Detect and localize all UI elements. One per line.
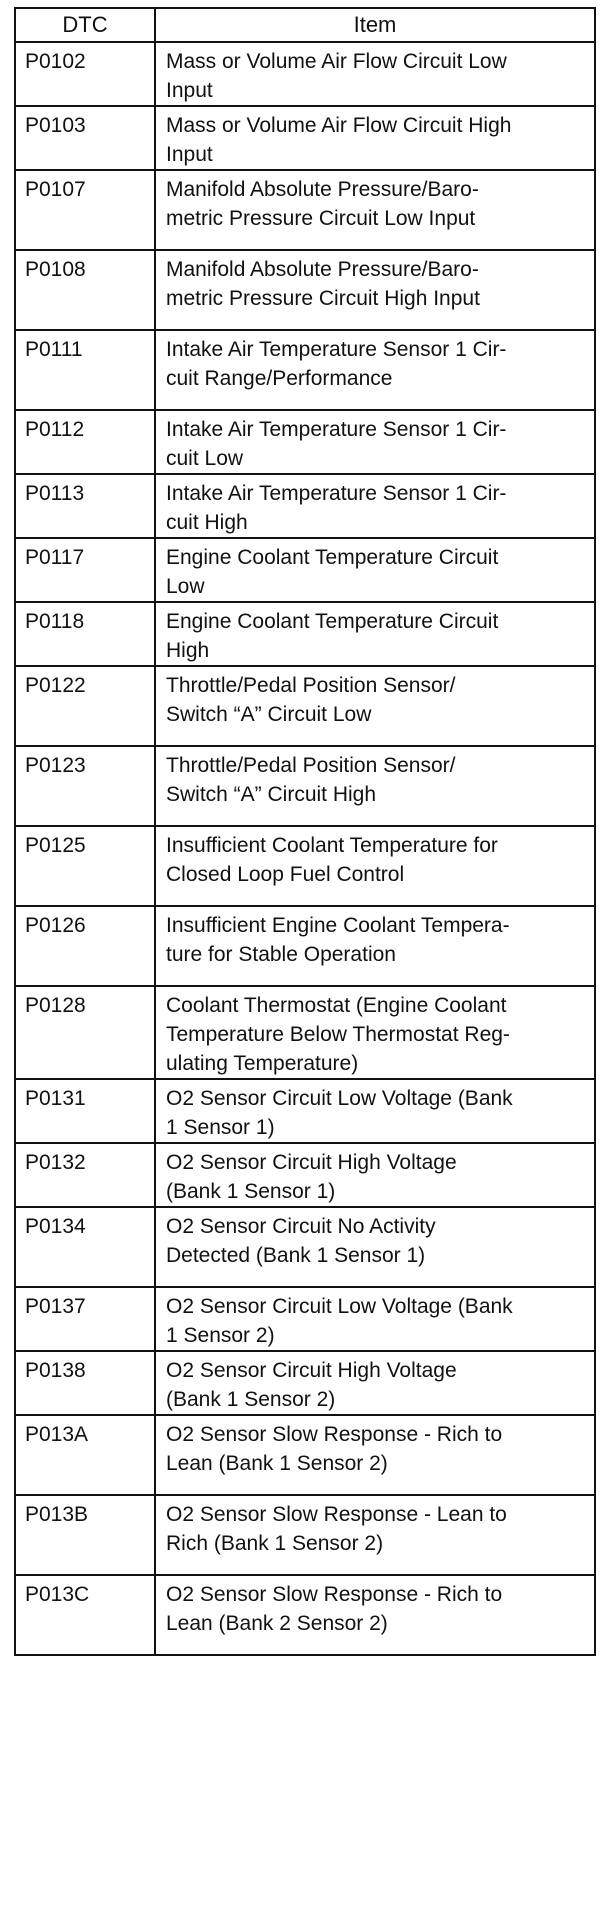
table-row (15, 42, 595, 106)
item-cell (155, 906, 595, 986)
table-row (15, 1351, 595, 1415)
dtc-code-cell (15, 1207, 155, 1287)
table-row (15, 1207, 595, 1287)
item-cell (155, 474, 595, 538)
dtc-code-cell (15, 106, 155, 170)
item-cell (155, 106, 595, 170)
dtc-description: Throttle/Pedal Position Sensor/ Switch “A” Circuit High (166, 754, 456, 806)
dtc-description: O2 Sensor Circuit High Voltage (Bank 1 Sensor 1) (166, 1151, 457, 1203)
item-cell (155, 1575, 595, 1655)
item-cell (155, 538, 595, 602)
dtc-code: P0131 (25, 1087, 86, 1110)
dtc-code: P0128 (25, 994, 86, 1017)
table-row (15, 538, 595, 602)
table-row (15, 986, 595, 1079)
dtc-code-cell (15, 1079, 155, 1143)
item-cell (155, 602, 595, 666)
table-row (15, 1415, 595, 1495)
item-cell (155, 1079, 595, 1143)
dtc-code-cell (15, 474, 155, 538)
dtc-code: P0113 (25, 482, 85, 505)
dtc-description: O2 Sensor Circuit High Voltage (Bank 1 Sensor 2) (166, 1359, 457, 1411)
table-row (15, 1287, 595, 1351)
table-row (15, 106, 595, 170)
item-cell (155, 826, 595, 906)
table-row (15, 1079, 595, 1143)
dtc-code-cell (15, 602, 155, 666)
dtc-code-cell (15, 826, 155, 906)
dtc-code: P0132 (25, 1151, 86, 1174)
dtc-code: P0103 (25, 114, 86, 137)
table-row (15, 330, 595, 410)
dtc-code-cell (15, 538, 155, 602)
item-cell (155, 666, 595, 746)
dtc-description: Coolant Thermostat (Engine Coolant Temperature Below Thermostat Reg- ulating Temperature) (166, 994, 510, 1075)
table-body (15, 42, 595, 1655)
dtc-code-cell (15, 1495, 155, 1575)
dtc-description: Intake Air Temperature Sensor 1 Cir- cuit Range/Performance (166, 338, 507, 390)
table-row (15, 474, 595, 538)
dtc-code-cell (15, 1415, 155, 1495)
dtc-description: O2 Sensor Slow Response - Rich to Lean (Bank 2 Sensor 2) (166, 1583, 503, 1635)
dtc-description: Engine Coolant Temperature Circuit Low (166, 546, 499, 598)
dtc-code-cell (15, 170, 155, 250)
item-cell (155, 170, 595, 250)
dtc-description: Engine Coolant Temperature Circuit High (166, 610, 499, 662)
table-row (15, 1143, 595, 1207)
table-row (15, 906, 595, 986)
dtc-description: Manifold Absolute Pressure/Baro- metric Pressure Circuit Low Input (166, 178, 479, 230)
dtc-code-cell (15, 746, 155, 826)
table-row (15, 1495, 595, 1575)
table-row (15, 250, 595, 330)
dtc-code: P0111 (25, 338, 83, 361)
dtc-code-cell (15, 410, 155, 474)
dtc-description: Insufficient Engine Coolant Tempera- ture for Stable Operation (166, 914, 510, 966)
dtc-code: P0108 (25, 258, 86, 281)
item-cell (155, 1495, 595, 1575)
dtc-code: P0118 (25, 610, 85, 633)
dtc-code: P0102 (25, 50, 86, 73)
dtc-table (14, 7, 596, 1656)
dtc-code: P0125 (25, 834, 86, 857)
dtc-description: O2 Sensor Circuit Low Voltage (Bank 1 Sensor 1) (166, 1087, 513, 1139)
dtc-code: P0134 (25, 1215, 86, 1238)
dtc-description: Mass or Volume Air Flow Circuit High Input (166, 114, 512, 166)
item-cell (155, 1415, 595, 1495)
dtc-description: O2 Sensor Slow Response - Lean to Rich (Bank 1 Sensor 2) (166, 1503, 507, 1555)
dtc-code-cell (15, 1351, 155, 1415)
table-header-row (15, 8, 595, 42)
dtc-code: P0117 (25, 546, 85, 569)
dtc-code-cell (15, 986, 155, 1079)
dtc-code-cell (15, 330, 155, 410)
item-cell (155, 410, 595, 474)
dtc-code-cell (15, 1287, 155, 1351)
table-row (15, 1575, 595, 1655)
item-cell (155, 1287, 595, 1351)
item-cell (155, 330, 595, 410)
item-cell (155, 746, 595, 826)
table-row (15, 602, 595, 666)
dtc-code: P0123 (25, 754, 86, 777)
dtc-description: Intake Air Temperature Sensor 1 Cir- cuit High (166, 482, 507, 534)
dtc-code: P0107 (25, 178, 86, 201)
dtc-description: Insufficient Coolant Temperature for Closed Loop Fuel Control (166, 834, 498, 886)
dtc-code-cell (15, 906, 155, 986)
dtc-description: Manifold Absolute Pressure/Baro- metric Pressure Circuit High Input (166, 258, 480, 310)
dtc-code: P0138 (25, 1359, 86, 1382)
dtc-description: O2 Sensor Slow Response - Rich to Lean (Bank 1 Sensor 2) (166, 1423, 503, 1475)
dtc-code-cell (15, 1575, 155, 1655)
dtc-code-cell (15, 42, 155, 106)
header-item: Item (155, 8, 595, 42)
table-row (15, 826, 595, 906)
dtc-description: Mass or Volume Air Flow Circuit Low Input (166, 50, 507, 102)
header-dtc: DTC (15, 8, 155, 42)
dtc-code: P0126 (25, 914, 86, 937)
item-cell (155, 1207, 595, 1287)
dtc-code-cell (15, 250, 155, 330)
dtc-code-cell (15, 666, 155, 746)
item-cell (155, 1351, 595, 1415)
item-cell (155, 1143, 595, 1207)
table-row (15, 666, 595, 746)
dtc-code: P013B (25, 1503, 89, 1526)
item-cell (155, 250, 595, 330)
dtc-code: P0137 (25, 1295, 86, 1318)
item-cell (155, 42, 595, 106)
dtc-code-cell (15, 1143, 155, 1207)
dtc-code: P013A (25, 1423, 89, 1446)
dtc-description: O2 Sensor Circuit Low Voltage (Bank 1 Sensor 2) (166, 1295, 513, 1347)
dtc-code: P0122 (25, 674, 86, 697)
item-cell (155, 986, 595, 1079)
table-row (15, 170, 595, 250)
dtc-description: Intake Air Temperature Sensor 1 Cir- cuit Low (166, 418, 507, 470)
dtc-description: Throttle/Pedal Position Sensor/ Switch “A” Circuit Low (166, 674, 456, 726)
dtc-description: O2 Sensor Circuit No Activity Detected (Bank 1 Sensor 1) (166, 1215, 436, 1267)
table-row (15, 746, 595, 826)
dtc-code: P013C (25, 1583, 90, 1606)
table-row (15, 410, 595, 474)
dtc-code: P0112 (25, 418, 85, 441)
